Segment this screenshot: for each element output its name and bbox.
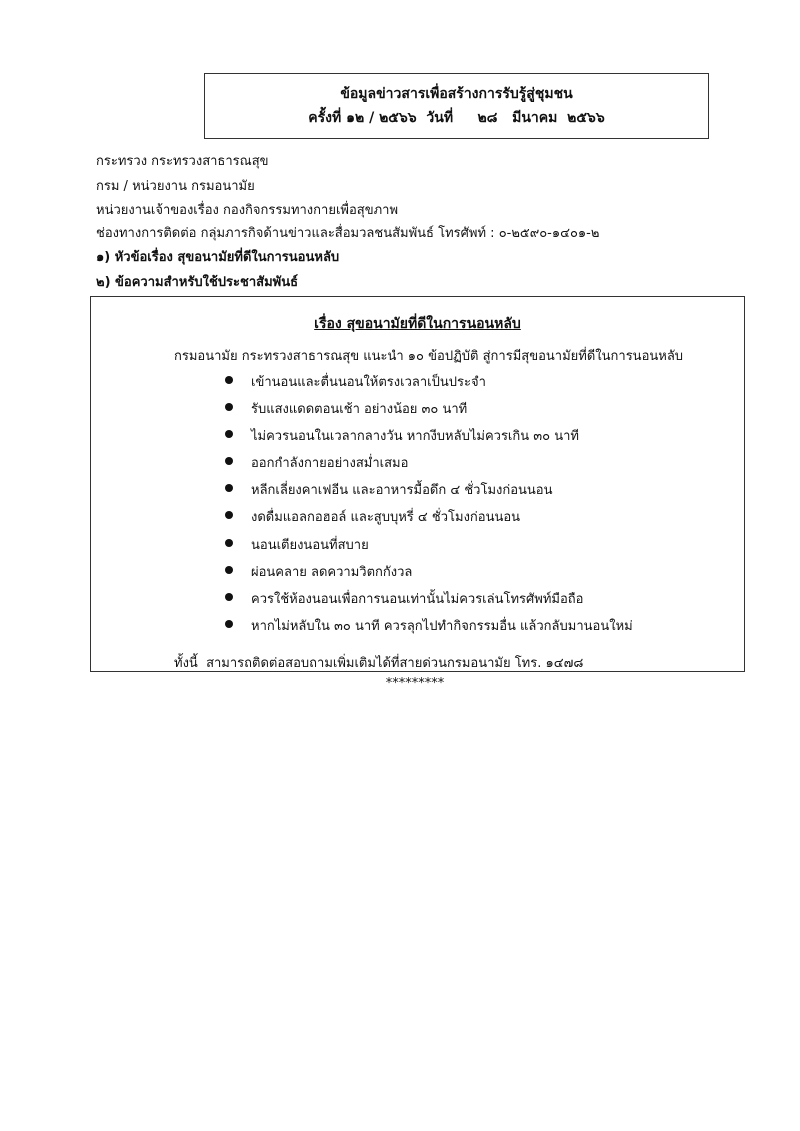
- topic-line: ๑) หัวข้อเรื่อง สุขอนามัยที่ดีในการนอนหลับ: [96, 250, 340, 265]
- bullet-icon: [225, 539, 233, 547]
- bullet-icon: [225, 593, 233, 601]
- intro-text: กรมอนามัย กระทรวงสาธารณสุข แนะนำ ๑๐ ข้อปฏิบัติ สู่การมีสุขอนามัยที่ดีในการนอนหลับ: [174, 349, 684, 364]
- pr-message-label: ๒) ข้อความสำหรับใช้ประชาสัมพันธ์: [96, 275, 299, 290]
- bullet-icon: [225, 457, 233, 465]
- document-title: ข้อมูลข่าวสารเพื่อสร้างการรับรู้สู่ชุมชน: [340, 86, 573, 102]
- bullet-icon: [225, 376, 233, 384]
- ministry-line: กระทรวง กระทรวงสาธารณสุข: [96, 154, 269, 169]
- subject-title: เรื่อง สุขอนามัยที่ดีในการนอนหลับ: [314, 316, 521, 332]
- hotline-note: ทั้งนี้ สามารถติดต่อสอบถามเพิ่มเติมได้ที่สายด่วนกรมอนามัย โทร. ๑๔๗๘: [174, 656, 584, 671]
- department-line: กรม / หน่วยงาน กรมอนามัย: [96, 179, 255, 194]
- bullet-icon: [225, 511, 233, 519]
- bullet-icon: [225, 403, 233, 411]
- bullet-icon: [225, 484, 233, 492]
- bullet-icon: [225, 566, 233, 574]
- owner-unit-line: หน่วยงานเจ้าของเรื่อง กองกิจกรรมทางกายเพื่อสุขภาพ: [96, 203, 399, 218]
- header-box: [204, 73, 709, 139]
- issue-line: ครั้งที่ ๑๒ / ๒๕๖๖ วันที่ ๒๘ มีนาคม ๒๕๖๖: [308, 110, 605, 126]
- bullet-icon: [225, 620, 233, 628]
- bullet-icon: [225, 430, 233, 438]
- pr-content-box: เรื่อง สุขอนามัยที่ดีในการนอนหลับ กรมอนามัย กระทรวงสาธารณสุข แนะนำ ๑๐ ข้อปฏิบัติ สู่การมีสุขอนามัยที่ดีในการนอนหลับ เข้านอนและตื่นนอนให้ตรงเวลาเป็นประจำ รับแสงแดดตอนเช้า อย่างน้อย ๓๐ นาที ไม่ควรนอนในเวลากลางวัน หากงีบหลับไม่ควรเกิน ๓๐ นาที ออกกำลังกายอย่างสม่ำเสมอ หลีกเลี่ยงคาเฟอีน และอาหารมื้อดึก ๔ ชั่วโมงก่อนนอน งดดื่มแอลกอฮอล์ และสูบบุหรี่ ๔ ชั่วโมงก่อนนอน นอนเตียงนอนที่สบาย ผ่อนคลาย ลดความวิตกกังวล ควรใช้ห้องนอนเพื่อการนอนเท่านั้นไม่ควรเล่นโทรศัพท์มือถือ หากไม่หลับใน ๓๐ นาที ควรลุกไปทำกิจกรรมอื่น แล้วกลับมานอนใหม่ ทั้งนี้ สามารถติดต่อสอบถามเพิ่มเติมได้ที่สายด่วนกรมอนามัย โทร. ๑๔๗๘: [90, 296, 745, 672]
- contact-line: ช่องทางการติดต่อ กลุ่มภารกิจด้านข่าวและสื่อมวลชนสัมพันธ์ โทรศัพท์ : ๐-๒๕๙๐-๑๔๐๑-๒: [96, 226, 600, 241]
- end-mark: *********: [385, 676, 445, 691]
